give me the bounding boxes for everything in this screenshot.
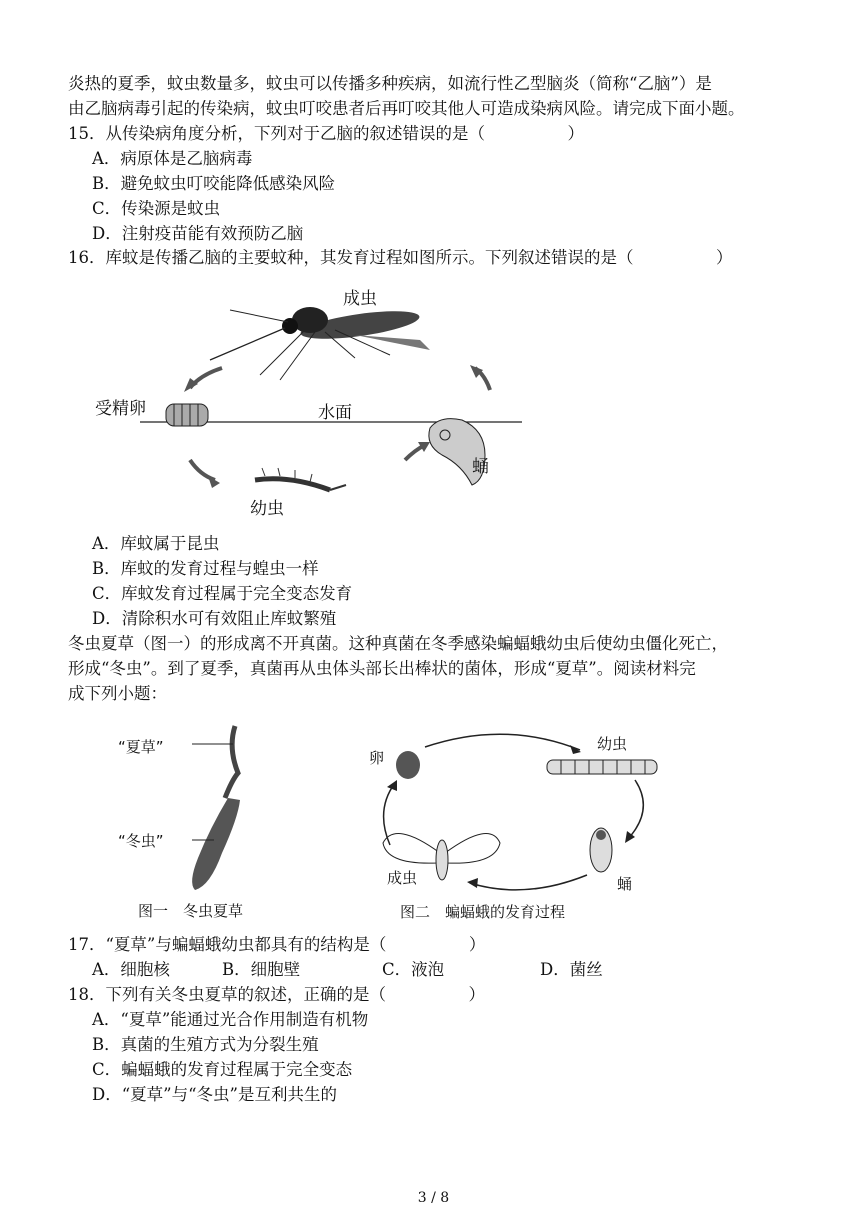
figure-1-cordyceps <box>110 718 290 923</box>
q15-option-d: D．注射疫苗能有效预防乙脑 <box>92 224 304 243</box>
label-xiacao: “夏草” <box>118 738 164 756</box>
label-pupa: 蛹 <box>472 457 489 477</box>
q18-stem: 18．下列有关冬虫夏草的叙述，正确的是（ ） <box>68 985 485 1004</box>
q16-option-c: C．库蚊发育过程属于完全变态发育 <box>92 584 353 603</box>
q17-option-a: A．细胞核 <box>92 960 170 979</box>
label-pupa: 蛹 <box>617 875 633 893</box>
larva-icon <box>547 760 657 774</box>
label-dongchong: “冬虫” <box>118 832 164 850</box>
q18-option-a: A．“夏草”能通过光合作用制造有机物 <box>92 1010 369 1029</box>
q16-option-d: D．清除积水可有效阻止库蚊繁殖 <box>92 609 337 628</box>
larva-icon <box>255 468 346 490</box>
figure-1-caption: 图一 冬虫夏草 <box>138 902 244 920</box>
q16-option-a: A．库蚊属于昆虫 <box>92 534 220 553</box>
intro3-line-1: 冬虫夏草（图一）的形成离不开真菌。这种真菌在冬季感染蝙蝠蛾幼虫后使幼虫僵化死亡， <box>68 634 728 653</box>
q17-option-d: D．菌丝 <box>540 960 603 979</box>
q17-stem: 17．“夏草”与蝙蝠蛾幼虫都具有的结构是（ ） <box>68 935 486 954</box>
egg-icon <box>396 751 420 779</box>
q18-option-d: D．“夏草”与“冬虫”是互利共生的 <box>92 1085 337 1104</box>
q15-option-c: C．传染源是蚊虫 <box>92 199 221 218</box>
mosquito-lifecycle-figure <box>90 280 540 520</box>
q18-option-b: B．真菌的生殖方式为分裂生殖 <box>92 1035 319 1054</box>
page-number: 3 / 8 <box>417 1190 450 1206</box>
intro3-line-3: 成下列小题： <box>68 684 167 703</box>
arrow-icon <box>190 460 215 480</box>
label-adult: 成虫 <box>343 289 377 309</box>
figure-2-moth-lifecycle <box>365 725 675 923</box>
label-egg: 受精卵 <box>95 399 146 419</box>
q17-option-b: B．细胞壁 <box>222 960 301 979</box>
adult-mosquito-icon <box>210 306 430 380</box>
intro-line-1: 炎热的夏季，蚊虫数量多，蚊虫可以传播多种疾病，如流行性乙型脑炎（简称“乙脑”）是 <box>68 74 712 93</box>
q15-option-b: B．避免蚊虫叮咬能降低感染风险 <box>92 174 336 193</box>
q15-option-a: A．病原体是乙脑病毒 <box>92 149 253 168</box>
intro-line-2: 由乙脑病毒引起的传染病，蚊虫叮咬患者后再叮咬其他人可造成染病风险。请完成下面小题。 <box>68 99 745 118</box>
q15-stem: 15．从传染病角度分析，下列对于乙脑的叙述错误的是（ ） <box>68 124 584 143</box>
label-water-surface: 水面 <box>318 403 352 423</box>
q16-stem: 16．库蚊是传播乙脑的主要蚊种，其发育过程如图所示。下列叙述错误的是（ ） <box>68 248 733 267</box>
label-egg: 卵 <box>369 749 385 767</box>
label-larva: 幼虫 <box>250 499 284 519</box>
q17-option-c: C．液泡 <box>382 960 445 979</box>
label-adult: 成虫 <box>387 869 418 887</box>
intro3-line-2: 形成“冬虫”。到了夏季，真菌再从虫体头部长出棒状的菌体，形成“夏草”。阅读材料完 <box>68 659 696 678</box>
q18-option-c: C．蝙蝠蛾的发育过程属于完全变态 <box>92 1060 353 1079</box>
q16-option-b: B．库蚊的发育过程与蝗虫一样 <box>92 559 319 578</box>
label-larva: 幼虫 <box>597 735 628 753</box>
figure-2-caption: 图二 蝙蝠蛾的发育过程 <box>400 903 566 921</box>
egg-raft-icon <box>166 404 208 426</box>
mosquito-lifecycle-drawing <box>90 280 540 520</box>
pupa-icon <box>590 828 612 872</box>
